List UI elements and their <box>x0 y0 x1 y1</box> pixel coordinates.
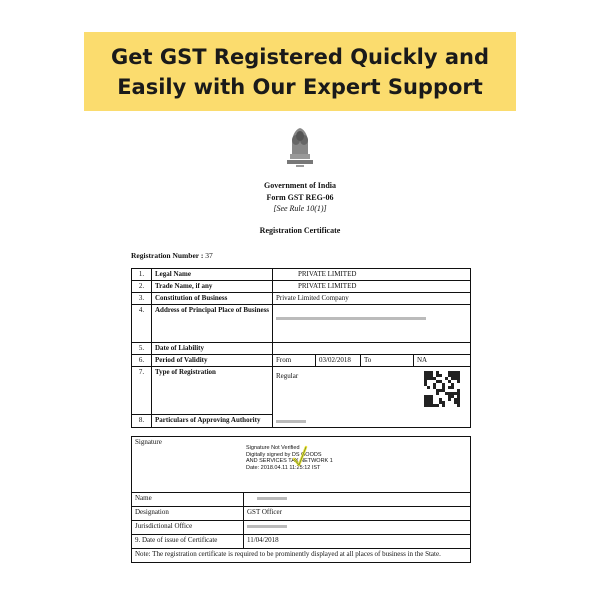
table-row <box>132 355 471 367</box>
signature-row <box>132 437 471 493</box>
display-note: Note: The registration certificate is required to be prominently displayed at all places of business in the State. <box>132 549 471 563</box>
table-row <box>132 521 471 535</box>
govt-heading: Government of India <box>264 181 336 190</box>
redacted-text <box>276 317 426 320</box>
certificate-table <box>131 268 471 428</box>
designation-label: Designation <box>132 507 244 521</box>
registration-number-value: 37 <box>205 251 213 260</box>
row-label: Date of Liability <box>152 343 273 355</box>
row-value: Private Limited Company <box>273 293 471 305</box>
row-label: Type of Registration <box>152 367 273 415</box>
banner-line-2: Easily with Our Expert Support <box>117 74 483 99</box>
jurisdiction-value <box>244 521 471 535</box>
table-row <box>132 269 471 281</box>
trade-name-value: PRIVATE LIMITED <box>298 282 357 290</box>
registration-number <box>131 251 213 260</box>
name-label: Name <box>132 493 244 507</box>
rule-reference: [See Rule 10(1)] <box>273 204 327 213</box>
table-row <box>132 535 471 549</box>
row-value <box>273 343 471 355</box>
row-label: Address of Principal Place of Business <box>152 305 273 343</box>
signature-status: Signature Not Verified <box>246 445 300 451</box>
validity-from-value: 03/02/2018 <box>316 355 361 367</box>
banner-line-1: Get GST Registered Quickly and <box>111 44 489 69</box>
registration-number-label: Registration Number : <box>131 251 204 260</box>
row-value <box>273 269 471 281</box>
row-number: 7. <box>132 367 152 415</box>
table-row <box>132 343 471 355</box>
certificate-title: Registration Certificate <box>259 226 341 235</box>
table-row <box>132 493 471 507</box>
national-emblem-icon <box>284 124 316 168</box>
redacted-text <box>257 497 287 500</box>
registration-type-value: Regular <box>276 372 299 380</box>
table-row <box>132 367 471 415</box>
validity-to-value: NA <box>414 355 471 367</box>
designation-value: GST Officer <box>244 507 471 521</box>
row-label: Particulars of Approving Authority <box>152 415 273 428</box>
table-row <box>132 549 471 563</box>
row-value <box>273 281 471 293</box>
table-row <box>132 281 471 293</box>
address-value <box>273 305 471 343</box>
jurisdiction-label: Jurisdictional Office <box>132 521 244 535</box>
signature-label: Signature <box>135 438 162 446</box>
promo-banner <box>84 32 516 111</box>
table-row <box>132 293 471 305</box>
row-number: 8. <box>132 415 152 428</box>
signature-signer-2: AND SERVICES TAX NETWORK 1 <box>246 458 333 464</box>
row-label: Legal Name <box>152 269 273 281</box>
officer-table <box>131 436 471 563</box>
legal-name-value: PRIVATE LIMITED <box>298 270 357 278</box>
row-number: 4. <box>132 305 152 343</box>
row-number: 5. <box>132 343 152 355</box>
registration-type-cell <box>273 367 471 428</box>
form-heading: Form GST REG-06 <box>266 193 334 202</box>
issue-date-value: 11/04/2018 <box>244 535 471 549</box>
row-number: 6. <box>132 355 152 367</box>
row-number: 2. <box>132 281 152 293</box>
redacted-text <box>247 525 287 528</box>
table-row <box>132 305 471 343</box>
digital-signature-block <box>246 445 333 471</box>
qr-code-icon <box>424 371 460 407</box>
table-row <box>132 507 471 521</box>
row-label: Trade Name, if any <box>152 281 273 293</box>
row-label: Period of Validity <box>152 355 273 367</box>
validity-from-label: From <box>273 355 316 367</box>
row-label: Constitution of Business <box>152 293 273 305</box>
signature-date: Date: 2018.04.11 11:25:12 IST <box>246 464 321 471</box>
name-value <box>244 493 471 507</box>
row-number: 3. <box>132 293 152 305</box>
signature-check-icon <box>292 445 308 469</box>
signature-signer-1: Digitally signed by DS GOODS <box>246 451 322 458</box>
redacted-text <box>276 420 306 423</box>
issue-date-label: 9. Date of issue of Certificate <box>132 535 244 549</box>
validity-to-label: To <box>361 355 414 367</box>
row-number: 1. <box>132 269 152 281</box>
signature-cell <box>132 437 471 493</box>
